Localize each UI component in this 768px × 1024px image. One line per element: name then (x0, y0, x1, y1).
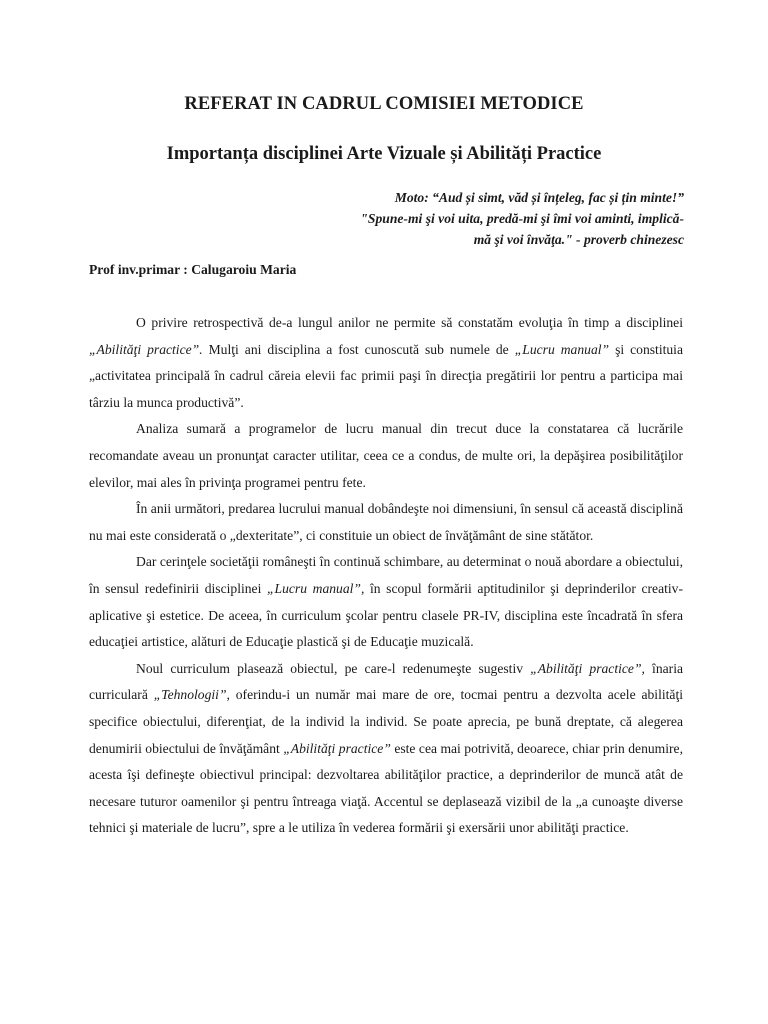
document-subtitle: Importanța disciplinei Arte Vizuale și Abilități Practice (166, 144, 602, 164)
motto-line-3: mă şi voi învăţa." - proverb chinezesc (473, 232, 684, 247)
paragraph-5-emphasis-d: „Tehnologii”, (153, 687, 230, 703)
paragraph-5-text-c: înaria curriculară (89, 660, 684, 703)
paragraph-1-text-e: şi constituia „activitatea principală în cadrul căreia elevii fac primii paşi în direcţia pregătirii lor pentru a participa mai târziu la munca productivă”. (89, 341, 683, 410)
paragraph-1-text-a: O privire retrospectivă de-a lungul anilor ne permite să constatăm evoluţia în timp a disciplinei (136, 315, 683, 330)
motto (204, 187, 684, 250)
paragraph-2: Analiza sumară a programelor de lucru manual din trecut duce la constatarea că lucrările recomandate aveau un pronunţat caracter utilitar, ceea ce a condus, de multe ori, la depăşirea posibilităţilor elevilor, mai ales în privinţa programei pentru fete. (89, 421, 683, 490)
paragraph-5-text-a: Noul curriculum plasează obiectul, pe care-l redenumeşte sugestiv (136, 660, 531, 676)
document-body (89, 310, 683, 842)
paragraph-4 (89, 549, 683, 655)
paragraph-5-emphasis-b: „Abilităţi practice”, (530, 660, 645, 676)
paragraph-5-emphasis-f: „Abilităţi practice” (283, 740, 391, 756)
paragraph-4-text-a: Dar cerinţele societăţii româneşti în continuă schimbare, au determinat o nouă abordare a obiectului, în sensul redefinirii disciplinei (89, 554, 683, 596)
paragraph-3: În anii următori, predarea lucrului manual dobândeşte noi dimensiuni, în sensul că această disciplină nu mai este considerată o „dexteritate”, ci constituie un obiect de învăţământ de sine stătător. (89, 501, 683, 543)
paragraph-5-text-g: este cea mai potrivită, deoarece, chiar prin denumire, acesta îşi defineşte obiectivul principal: dezvoltarea abilităţilor practice, a deprinderilor de muncă atât de necesare tuturor oamenilor şi pentru întreaga viaţă. Accentul se deplasează vizibil de la „a cunoaşte diverse tehnici şi materiale de lucru”, spre a le utiliza în vederea formării şi exersării unor abilităţi practice. (89, 740, 683, 836)
paragraph-4-emphasis-b: „Lucru manual”, (266, 580, 365, 596)
paragraph-5 (89, 656, 683, 842)
motto-line-2: "Spune-mi şi voi uita, predă-mi şi îmi voi aminti, implică- (360, 211, 684, 226)
document-title: REFERAT IN CADRUL COMISIEI METODICE (184, 94, 584, 114)
paragraph-5-text-e: oferindu-i un număr mai mare de ore, tocmai pentru a dezvolta acele abilităţi specifice obiectului, diferenţiat, de la individ la individ. Se poate aprecia, pe bună dreptate, că alegerea denumirii obiectului de învăţământ (89, 687, 683, 756)
paragraph-1-emphasis-d: „Lucru manual” (514, 341, 610, 357)
paragraph-1-text-c: Mulţi ani disciplina a fost cunoscută sub numele de (202, 341, 515, 357)
paragraph-4-text-c: în scopul formării aptitudinilor şi deprinderilor creativ-aplicative şi estetice. De aceea, în curriculum şcolar pentru clasele PR-IV, disciplina este încadrată în sfera educaţiei artistice, alături de Educaţie plastică şi de Educaţie muzicală. (89, 580, 683, 650)
paragraph-1-emphasis-b: „Abilităţi practice”. (89, 341, 203, 357)
author-line: Prof inv.primar : Calugaroiu Maria (89, 262, 297, 277)
paragraph-1 (89, 310, 683, 416)
motto-line-1: Moto: “Aud și simt, văd și înțeleg, fac și țin minte!” (394, 190, 684, 205)
